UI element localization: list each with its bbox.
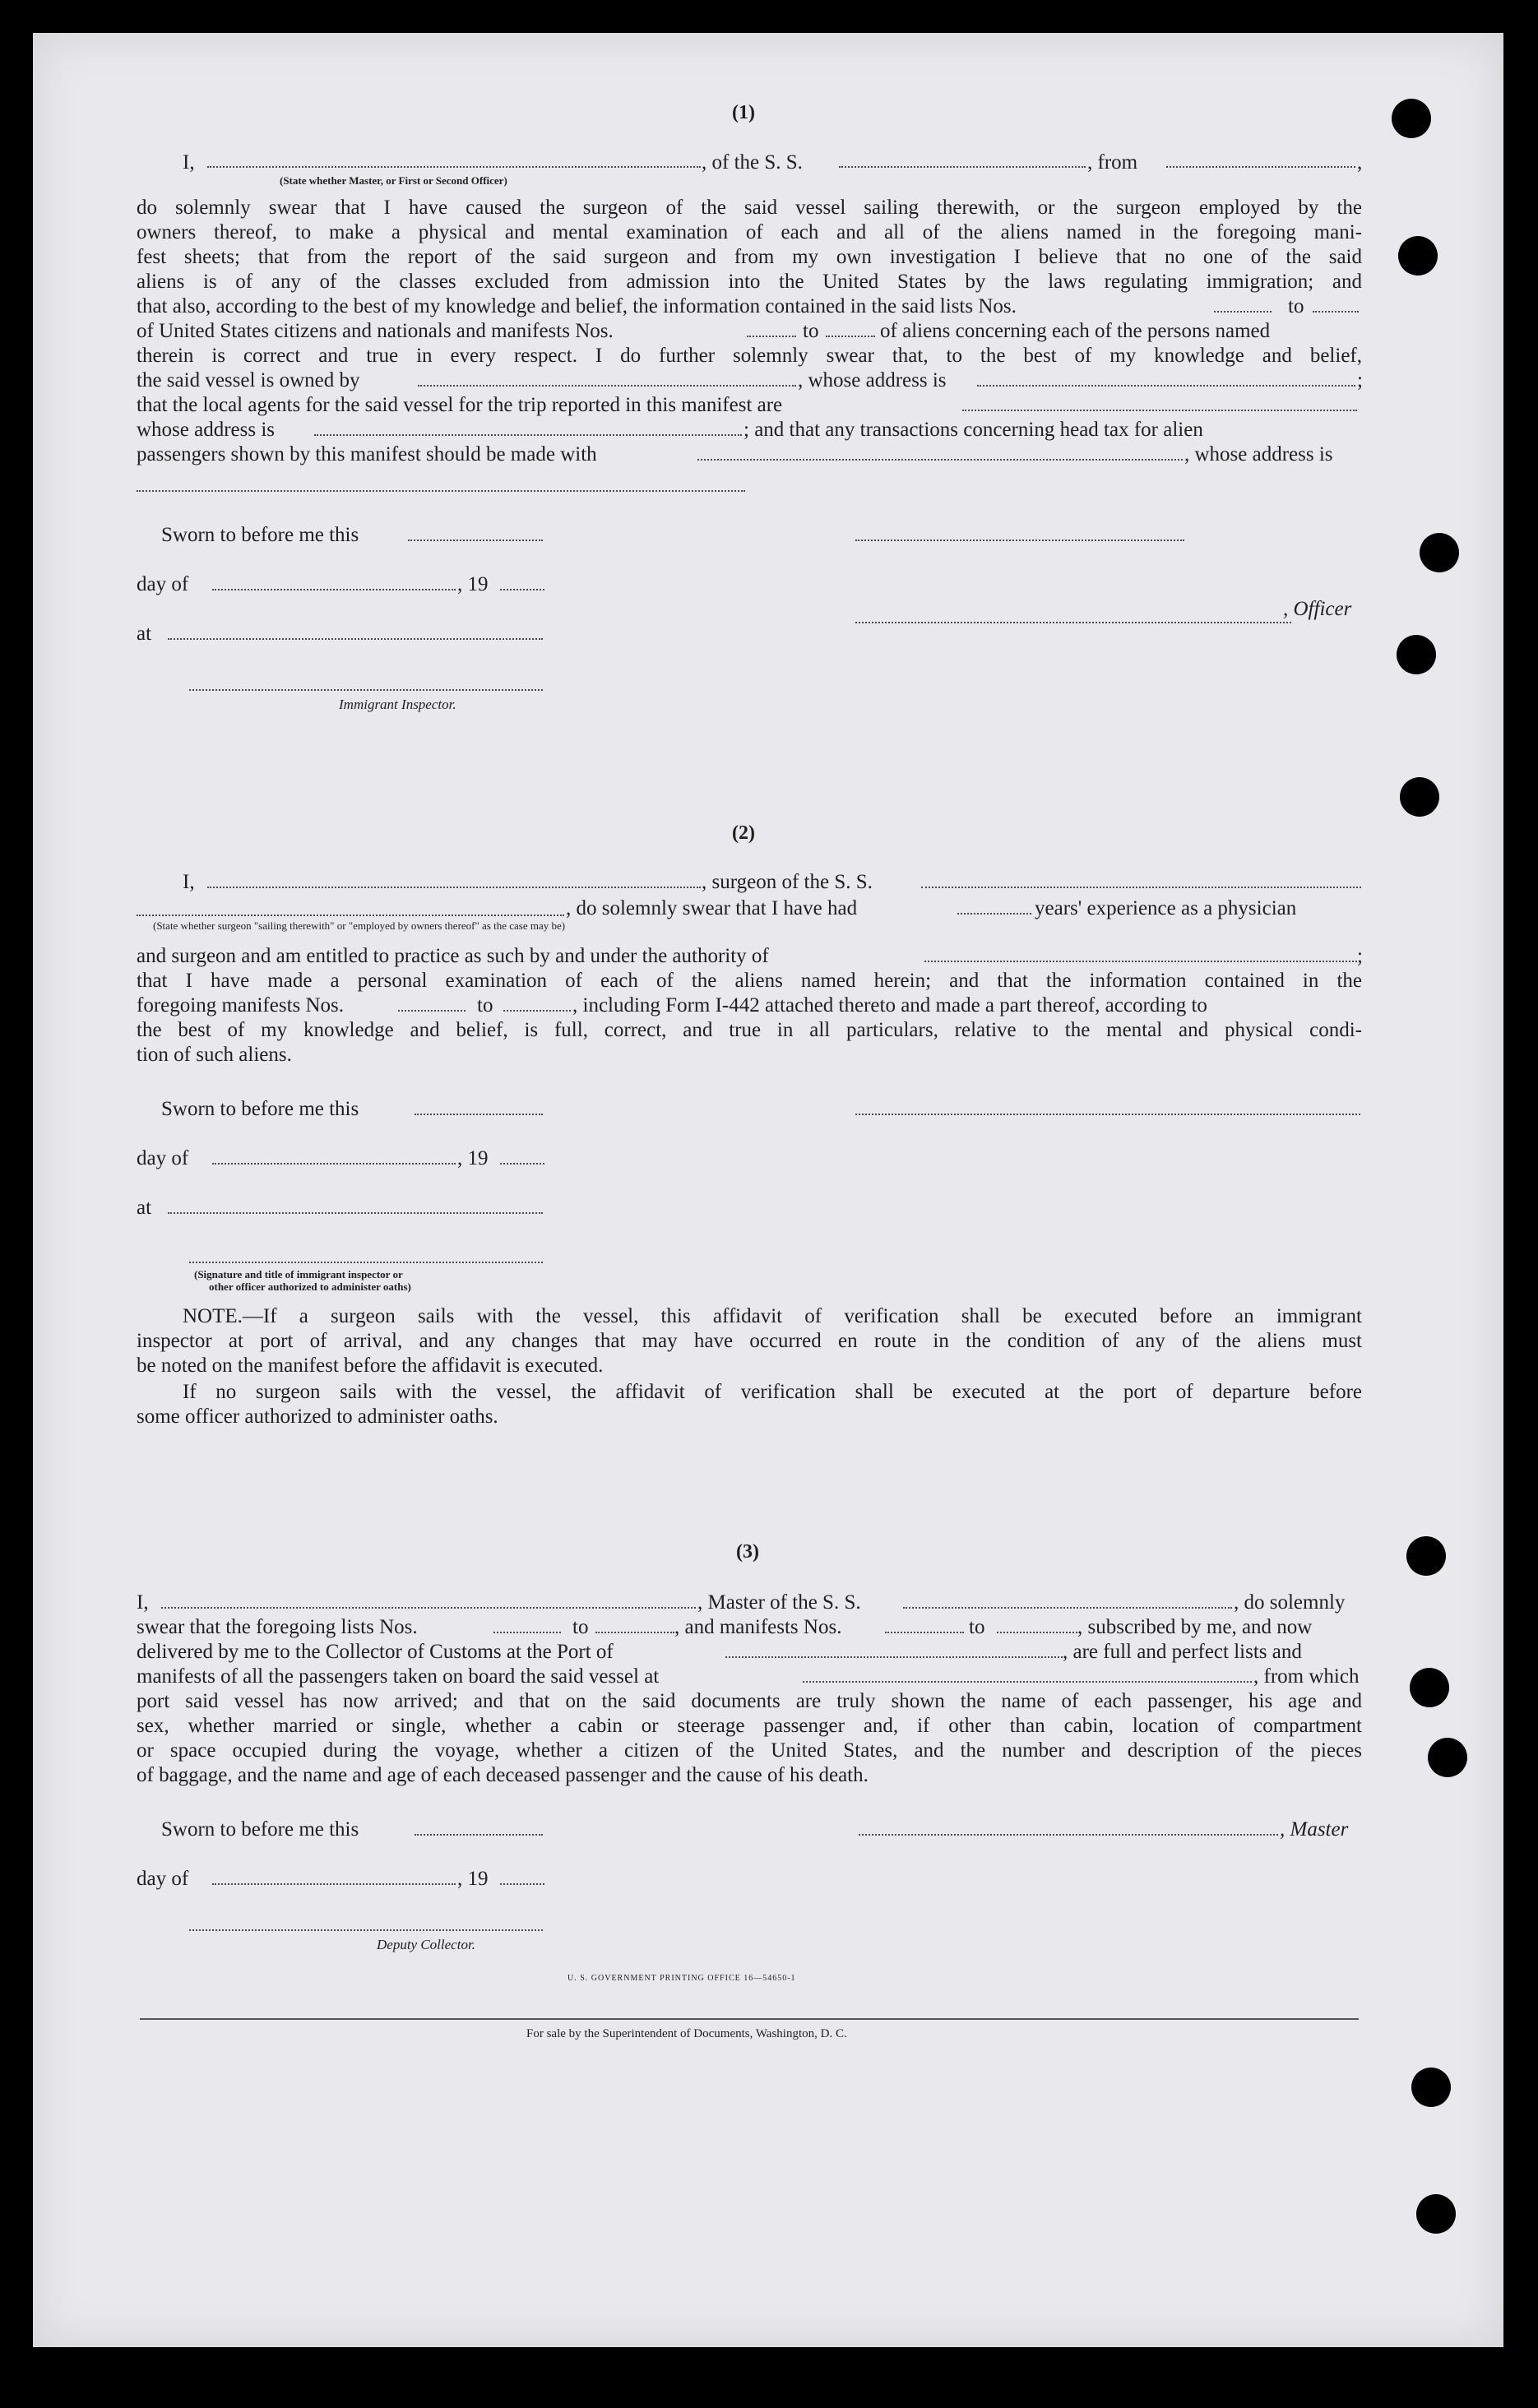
from-port-field[interactable] — [1166, 166, 1355, 168]
lists-from-field[interactable] — [1214, 311, 1272, 313]
section-number: (2) — [732, 822, 755, 844]
year-label: , 19 — [457, 1868, 489, 1890]
sworn-date-field[interactable] — [415, 1114, 543, 1115]
surgeon-signature-field[interactable] — [855, 1114, 1360, 1115]
affiant-prefix: I, — [183, 871, 195, 893]
binder-hole — [1411, 2068, 1451, 2107]
manifests-from-field[interactable] — [747, 336, 796, 337]
oath-text: years' experience as a physician — [1035, 897, 1297, 919]
signature-note: (Signature and title of immigrant inspector or — [194, 1268, 403, 1280]
day-field[interactable] — [212, 1883, 456, 1885]
lists-to-field[interactable] — [595, 1632, 674, 1633]
binder-hole — [1400, 777, 1439, 817]
binder-hole — [1392, 99, 1431, 138]
oath-text: ; and that any transactions concerning head tax for alien — [744, 419, 1203, 441]
oath-line: port said vessel has now arrived; and that on the said documents are truly shown the name of each passenger, his age and — [137, 1690, 1362, 1712]
sworn-date-field[interactable] — [415, 1834, 543, 1836]
manifests-from-field[interactable] — [398, 1010, 466, 1012]
from-label: , from — [1087, 151, 1138, 174]
year-label: , 19 — [457, 573, 489, 595]
owner-address-field[interactable] — [977, 385, 1355, 387]
vessel-label: , of the S. S. — [702, 151, 803, 174]
head-tax-address-field[interactable] — [137, 490, 745, 492]
master-name-field[interactable] — [161, 1607, 696, 1609]
surgeon-note: (State whether surgeon "sailing therewith" or "employed by owners thereof" as the case may be) — [153, 919, 566, 932]
footer-rule — [140, 2018, 1359, 2020]
sworn-label: Sworn to before me this — [161, 524, 359, 546]
master-signature-field[interactable] — [859, 1834, 1278, 1836]
punct: , — [1357, 151, 1363, 174]
year-field[interactable] — [500, 1883, 544, 1885]
note-line: be noted on the manifest before the affidavit is executed. — [137, 1354, 604, 1377]
binder-hole — [1398, 236, 1438, 276]
day-field[interactable] — [212, 1163, 456, 1165]
oath-line: fest sheets; that from the report of the said surgeon and from my own investigation I believe that no one of the said — [137, 246, 1362, 268]
sale-note: For sale by the Superintendent of Documents, Washington, D. C. — [526, 2027, 847, 2040]
affiant-prefix: I, — [183, 151, 195, 174]
master-note: (State whether Master, or First or Second Officer) — [280, 174, 507, 187]
oath-text: , are full and perfect lists and — [1063, 1641, 1302, 1663]
year-field[interactable] — [500, 589, 544, 590]
to-label: to — [969, 1616, 985, 1638]
oath-line: and surgeon and am entitled to practice as such by and under the authority of — [137, 945, 769, 967]
year-label: , 19 — [457, 1147, 489, 1169]
oath-line: or space occupied during the voyage, whether a citizen of the United States, and the number and description of the pieces — [137, 1739, 1362, 1762]
boarding-port-field[interactable] — [803, 1681, 1252, 1683]
section-number: (3) — [736, 1541, 759, 1563]
manifests-from-field[interactable] — [885, 1632, 964, 1633]
place-field[interactable] — [168, 638, 543, 640]
binder-hole — [1420, 533, 1459, 572]
day-of-label: day of — [137, 1868, 189, 1890]
oath-line: tion of such aliens. — [137, 1044, 292, 1066]
owner-field[interactable] — [418, 385, 796, 387]
oath-line: that I have made a personal examination of each of the aliens named herein; and that the information contained in the — [137, 970, 1362, 992]
master-label: , Master — [1280, 1818, 1349, 1841]
binder-hole — [1428, 1738, 1467, 1777]
oath-line: foregoing manifests Nos. — [137, 994, 345, 1016]
oath-line: owners thereof, to make a physical and mental examination of each and all of the aliens named in the foregoing mani- — [137, 221, 1362, 243]
inspector-signature-field[interactable] — [189, 689, 543, 691]
punct: ; — [1357, 369, 1363, 391]
to-label: to — [572, 1616, 589, 1638]
collector-label: Deputy Collector. — [377, 1937, 475, 1952]
day-of-label: day of — [137, 1147, 189, 1169]
vessel-name-field[interactable] — [921, 887, 1361, 888]
master-name-field[interactable] — [207, 166, 701, 168]
oath-line: of baggage, and the name and age of each deceased passenger and the cause of his death. — [137, 1764, 869, 1786]
oath-line: therein is correct and true in every respect. I do further solemnly swear that, to the best of my knowledge and belief, — [137, 345, 1362, 367]
years-experience-field[interactable] — [957, 913, 1031, 915]
manifests-to-field[interactable] — [826, 336, 875, 337]
oath-text: , subscribed by me, and now — [1077, 1616, 1313, 1638]
inspector-signature-field[interactable] — [189, 1262, 543, 1263]
oath-line: the said vessel is owned by — [137, 369, 360, 391]
sworn-date-field[interactable] — [408, 539, 543, 541]
binder-hole — [1406, 1536, 1446, 1576]
oath-line: sex, whether married or single, whether a cabin or steerage passenger and, if other than cabin, location of compartment — [137, 1715, 1362, 1737]
inspector-label: Immigrant Inspector. — [339, 697, 456, 712]
surgeon-name-field[interactable] — [207, 887, 701, 888]
to-label: to — [477, 994, 493, 1016]
oath-text: of aliens concerning each of the persons named — [880, 320, 1271, 342]
collector-signature-field[interactable] — [189, 1929, 543, 1931]
officer-title-field[interactable] — [855, 622, 1291, 623]
head-tax-field[interactable] — [697, 459, 1183, 461]
manifests-to-field[interactable] — [503, 1010, 571, 1012]
printing-office: U. S. GOVERNMENT PRINTING OFFICE 16—54650-1 — [567, 1974, 796, 1983]
vessel-name-field[interactable] — [839, 166, 1086, 168]
note-line: If no surgeon sails with the vessel, the affidavit of verification shall be executed at the port of departure before — [183, 1381, 1362, 1403]
oath-line: the best of my knowledge and belief, is full, correct, and true in all particulars, relative to the mental and physical condi- — [137, 1019, 1362, 1041]
oath-text: manifests of all the passengers taken on board the said vessel at — [137, 1665, 660, 1688]
authority-field[interactable] — [924, 961, 1357, 962]
manifests-to-field[interactable] — [997, 1632, 1077, 1633]
binder-hole — [1416, 2194, 1456, 2234]
to-label: to — [803, 320, 819, 342]
section-number: (1) — [732, 102, 755, 123]
year-field[interactable] — [500, 1163, 544, 1165]
oath-line: that the local agents for the said vessel for the trip reported in this manifest are — [137, 394, 783, 416]
note-line: some officer authorized to administer oaths. — [137, 1405, 498, 1428]
at-label: at — [137, 1197, 152, 1219]
lists-from-field[interactable] — [493, 1632, 561, 1633]
oath-line: whose address is — [137, 419, 276, 441]
note-line: NOTE.—If a surgeon sails with the vessel, this affidavit of verification shall be executed before an immigrant — [183, 1305, 1362, 1327]
to-label: to — [1288, 295, 1304, 317]
oath-line: do solemnly swear that I have caused the surgeon of the said vessel sailing therewith, or the surgeon employed by the — [137, 197, 1362, 219]
oath-text: , do solemnly swear that I have had — [566, 897, 858, 919]
punct: ; — [1357, 945, 1363, 967]
binder-hole — [1410, 1668, 1449, 1707]
oath-line: passengers shown by this manifest should be made with — [137, 443, 597, 465]
officer-signature-field[interactable] — [855, 539, 1184, 541]
agents-field[interactable] — [962, 410, 1357, 411]
binder-hole — [1397, 635, 1436, 674]
agents-address-field[interactable] — [314, 434, 742, 436]
vessel-label: , Master of the S. S. — [697, 1591, 861, 1614]
oath-line: aliens is of any of the classes excluded from admission into the United States by the laws regulating immigration; and — [137, 271, 1362, 293]
officer-label: , Officer — [1283, 598, 1352, 620]
vessel-name-field[interactable] — [903, 1607, 1232, 1609]
sworn-label: Sworn to before me this — [161, 1818, 359, 1841]
sworn-label: Sworn to before me this — [161, 1098, 359, 1120]
oath-text: delivered by me to the Collector of Customs at the Port of — [137, 1641, 614, 1663]
port-field[interactable] — [725, 1656, 1063, 1658]
place-field[interactable] — [168, 1212, 543, 1214]
lists-to-field[interactable] — [1313, 311, 1359, 313]
surgeon-type-field[interactable] — [137, 915, 564, 916]
oath-text: swear that the foregoing lists Nos. — [137, 1616, 418, 1638]
address-label: , whose address is — [1184, 443, 1333, 465]
at-label: at — [137, 623, 152, 645]
vessel-label: , surgeon of the S. S. — [702, 871, 873, 893]
day-of-label: day of — [137, 573, 189, 595]
day-field[interactable] — [212, 589, 456, 590]
oath-text: , do solemnly — [1234, 1591, 1346, 1614]
oath-text: , and manifests Nos. — [674, 1616, 842, 1638]
oath-text: , including Form I-442 attached thereto and made a part thereof, according to — [572, 994, 1207, 1016]
oath-line: of United States citizens and nationals and manifests Nos. — [137, 320, 614, 342]
oath-line: that also, according to the best of my knowledge and belief, the information contained in the said lists Nos. — [137, 295, 1017, 317]
affiant-prefix: I, — [137, 1591, 149, 1614]
oath-text: , from which — [1253, 1665, 1360, 1688]
signature-note: other officer authorized to administer oaths) — [209, 1280, 411, 1293]
note-line: inspector at port of arrival, and any changes that may have occurred en route in the condition of any of the aliens must — [137, 1330, 1362, 1352]
address-label: , whose address is — [798, 369, 947, 391]
